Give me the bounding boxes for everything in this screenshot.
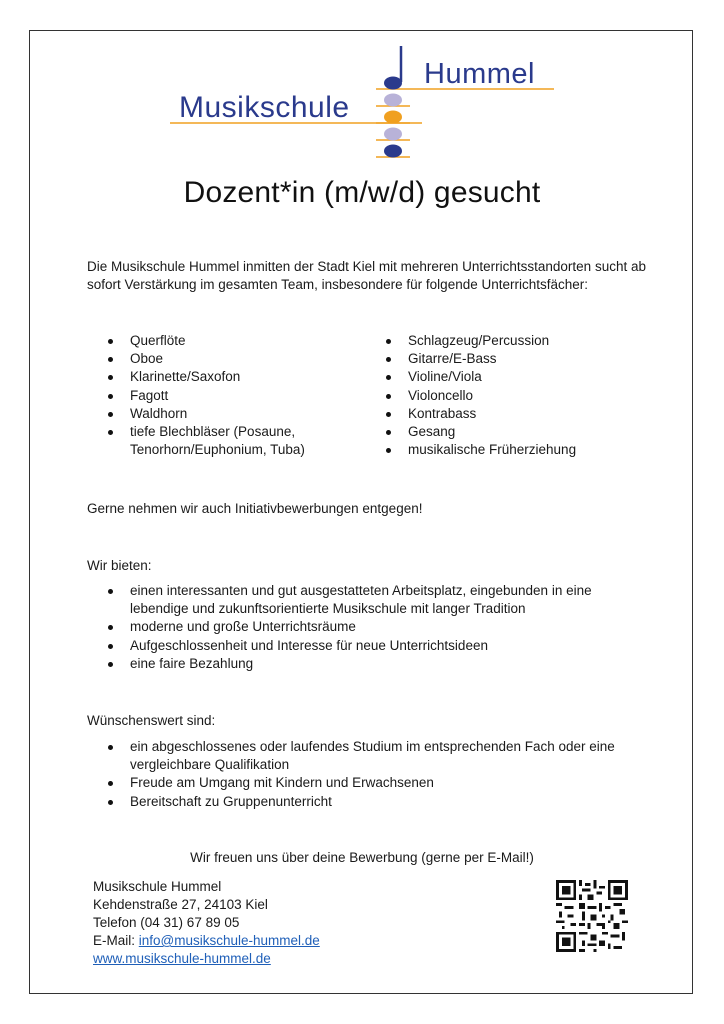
list-item: eine faire Bezahlung <box>88 655 668 673</box>
email-link[interactable]: info@musikschule-hummel.de <box>138 933 320 948</box>
offer-list <box>88 582 668 673</box>
list-item: Querflöte <box>88 332 348 350</box>
list-item: ein abgeschlossenes oder laufendes Studium im entsprechenden Fach oder eine vergleichbare Qualifikation <box>88 738 630 774</box>
contact-email-row <box>93 932 320 950</box>
list-item: Violoncello <box>366 387 656 405</box>
list-item: Gitarre/E-Bass <box>366 350 656 368</box>
list-item: moderne und große Unterrichtsräume <box>88 618 668 636</box>
closing-line: Wir freuen uns über deine Bewerbung (gerne per E-Mail!) <box>190 850 534 865</box>
list-item: Waldhorn <box>88 405 348 423</box>
contact-block <box>93 878 320 968</box>
contact-address: Kehdenstraße 27, 24103 Kiel <box>93 897 268 912</box>
subjects-list-right <box>366 332 656 459</box>
intro-paragraph: Die Musikschule Hummel inmitten der Stadt Kiel mit mehreren Unterrichtsstandorten sucht ab sofort Verstärkung im gesamten Team, insbesondere für folgende Unterrichtsfächer: <box>87 259 646 292</box>
list-item: Schlagzeug/Percussion <box>366 332 656 350</box>
offer-heading: Wir bieten: <box>87 558 152 573</box>
initiative-note: Gerne nehmen wir auch Initiativbewerbungen entgegen! <box>87 501 423 516</box>
website-link[interactable]: www.musikschule-hummel.de <box>93 951 271 966</box>
musikschule-hummel-logo <box>170 44 560 164</box>
contact-phone: Telefon (04 31) 67 89 05 <box>93 915 240 930</box>
contact-name: Musikschule Hummel <box>93 879 222 894</box>
list-item: Violine/Viola <box>366 368 656 386</box>
qr-code-icon <box>556 880 628 952</box>
list-item: Kontrabass <box>366 405 656 423</box>
page-title: Dozent*in (m/w/d) gesucht <box>183 176 541 209</box>
email-label: E-Mail: <box>93 933 139 948</box>
contact-website-row <box>93 950 320 968</box>
list-item: Bereitschaft zu Gruppenunterricht <box>88 793 668 811</box>
list-item: Freude am Umgang mit Kindern und Erwachsenen <box>88 774 668 792</box>
list-item: Aufgeschlossenheit und Interesse für neue Unterrichtsideen <box>88 637 668 655</box>
logo-word-hummel: Hummel <box>424 58 535 90</box>
logo-word-musikschule: Musikschule <box>179 91 350 124</box>
list-item: Oboe <box>88 350 348 368</box>
list-item: einen interessanten und gut ausgestatteten Arbeitsplatz, eingebunden in eine lebendige und zukunftsorientierte Musikschule mit langer Tradition <box>88 582 630 618</box>
subjects-list-left <box>88 332 348 459</box>
list-item: Gesang <box>366 423 656 441</box>
list-item: Klarinette/Saxofon <box>88 368 348 386</box>
requirements-list <box>88 738 668 811</box>
list-item: Fagott <box>88 387 348 405</box>
list-item: musikalische Früherziehung <box>366 441 656 459</box>
requirements-heading: Wünschenswert sind: <box>87 713 216 728</box>
list-item: tiefe Blechbläser (Posaune, Tenorhorn/Euphonium, Tuba) <box>88 423 335 459</box>
